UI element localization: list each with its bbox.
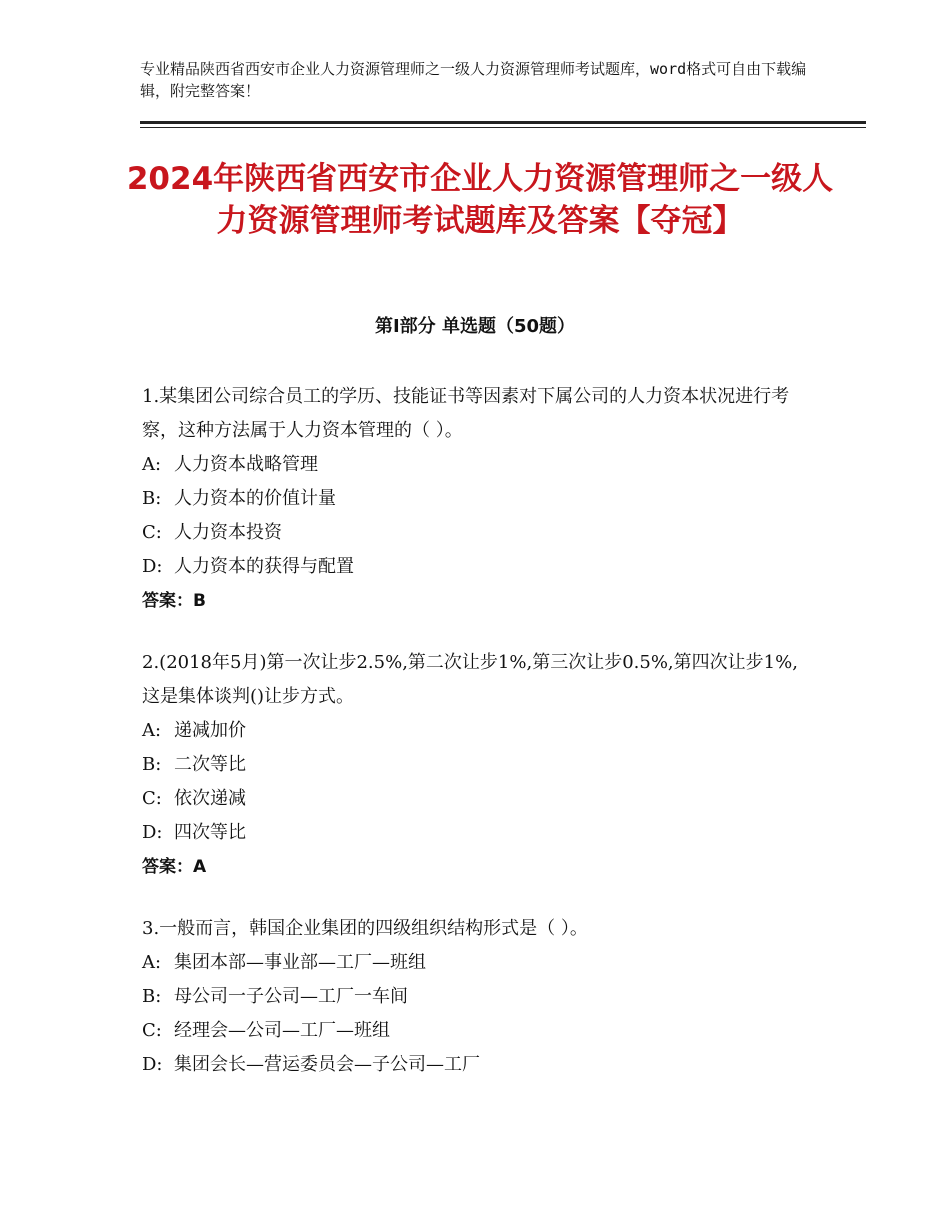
header-rule-thick [140, 121, 866, 124]
option-text: 人力资本的获得与配置 [174, 556, 354, 577]
option-text: 集团本部—事业部—工厂—班组 [174, 952, 426, 973]
option-letter: D: [142, 1054, 163, 1075]
option-letter: C: [142, 1020, 162, 1041]
answer-label: 答案：A [142, 857, 207, 877]
option-letter: D: [142, 822, 163, 843]
question-stem: 1.某集团公司综合员工的学历、技能证书等因素对下属公司的人力资本状况进行考察，这种方法属于人力资本管理的（ ）。 [142, 386, 790, 441]
option-letter: B: [142, 986, 162, 1007]
option-letter: A: [142, 952, 162, 973]
option-d [142, 550, 812, 584]
question-2 [142, 646, 812, 884]
option-letter: A: [142, 720, 162, 741]
option-a [142, 946, 812, 980]
option-letter: C: [142, 522, 162, 543]
option-letter: D: [142, 556, 163, 577]
answer-label: 答案：B [142, 591, 206, 611]
option-text: 母公司一子公司—工厂一车间 [174, 986, 408, 1007]
option-b [142, 748, 812, 782]
option-text: 二次等比 [174, 754, 246, 775]
option-text: 人力资本战略管理 [174, 454, 318, 475]
option-letter: B: [142, 488, 162, 509]
option-text: 依次递减 [174, 788, 246, 809]
option-c [142, 516, 812, 550]
option-c [142, 1014, 812, 1048]
header-note: 专业精品陕西省西安市企业人力资源管理师之一级人力资源管理师考试题库，word格式可自由下载编辑，附完整答案！ [140, 60, 807, 100]
question-list [142, 380, 812, 1110]
question-stem: 3.一般而言，韩国企业集团的四级组织结构形式是（ ）。 [142, 918, 588, 939]
option-text: 集团会长—营运委员会—子公司—工厂 [174, 1054, 480, 1075]
question-1 [142, 380, 812, 618]
option-text: 人力资本的价值计量 [174, 488, 336, 509]
option-letter: B: [142, 754, 162, 775]
document-title: 2024年陕西省西安市企业人力资源管理师之一级人力资源管理师考试题库及答案【夺冠】 [126, 161, 834, 239]
question-stem: 2.(2018年5月)第一次让步2.5%,第二次让步1%,第三次让步0.5%,第四次让步1%,这是集体谈判()让步方式。 [142, 652, 798, 707]
option-c [142, 782, 812, 816]
option-letter: C: [142, 788, 162, 809]
option-a [142, 714, 812, 748]
option-b [142, 482, 812, 516]
option-text: 经理会—公司—工厂—班组 [174, 1020, 390, 1041]
option-text: 四次等比 [174, 822, 246, 843]
option-text: 人力资本投资 [174, 522, 282, 543]
option-letter: A: [142, 454, 162, 475]
option-a [142, 448, 812, 482]
option-b [142, 980, 812, 1014]
option-text: 递减加价 [174, 720, 246, 741]
option-d [142, 1048, 812, 1082]
section-title: 第Ⅰ部分 单选题（50题） [374, 316, 575, 337]
option-d [142, 816, 812, 850]
header-rule-thin [140, 127, 866, 128]
question-3 [142, 912, 812, 1082]
